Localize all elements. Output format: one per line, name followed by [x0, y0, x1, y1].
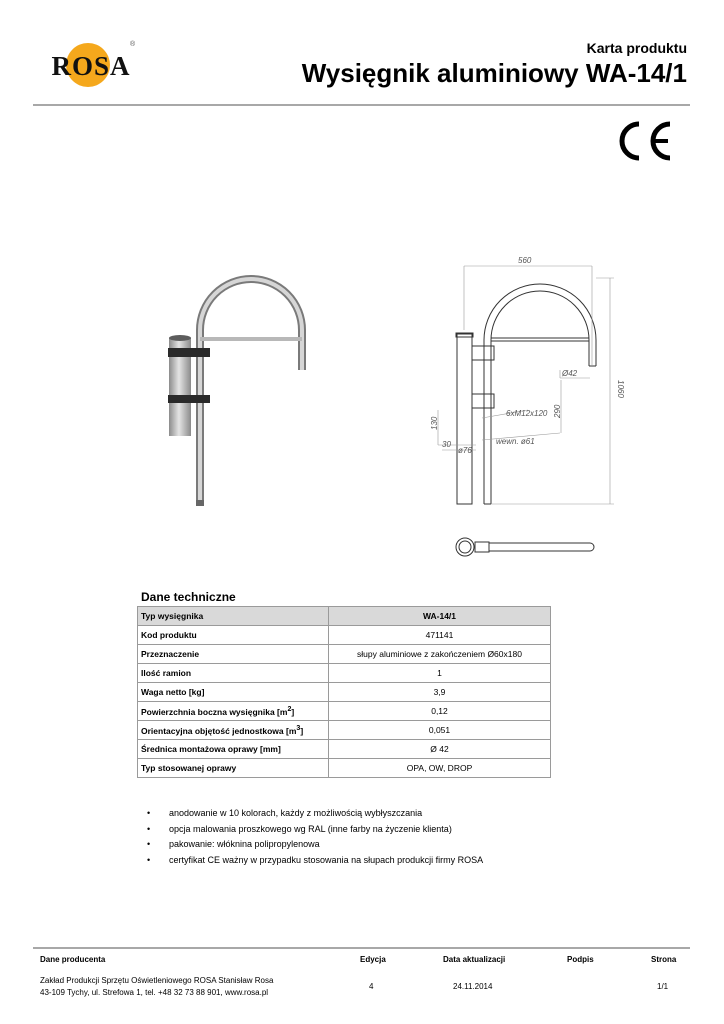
page-label: Strona [651, 955, 677, 964]
tech-data-heading: Dane techniczne [141, 590, 236, 604]
signature-label: Podpis [567, 955, 594, 964]
dim-inner-diameter-label: wewn. ø61 [496, 437, 535, 446]
note-text: certyfikat CE ważny w przypadku stosowania na słupach produkcji firmy ROSA [169, 854, 484, 865]
list-item [141, 806, 483, 822]
table-row [138, 607, 551, 626]
updated-value: 24.11.2014 [453, 982, 493, 991]
spec-value: Ø 42 [329, 740, 551, 759]
dim-bolts-label: 6xM12x120 [506, 409, 548, 418]
spec-label: Waga netto [kg] [138, 683, 329, 702]
table-row [138, 740, 551, 759]
producer-label: Dane producenta [40, 955, 106, 964]
logo-text: ROSA [51, 51, 131, 81]
table-row [138, 702, 551, 721]
table-row [138, 721, 551, 740]
table-row [138, 759, 551, 778]
spec-value: OPA, OW, DROP [329, 759, 551, 778]
spec-label-sup: 3 [296, 724, 301, 733]
dim-height-label: 1060 [616, 380, 625, 398]
bullet-icon: • [147, 854, 151, 865]
spec-label-tail: ] [300, 725, 304, 736]
note-text: pakowanie: włóknina polipropylenowa [169, 839, 320, 849]
dim-offset-label: 30 [442, 440, 451, 449]
spec-value: 0,051 [329, 721, 551, 740]
note-text: opcja malowania proszkowego wg RAL (inne farby na życzenie klienta) [169, 823, 452, 834]
footer-divider [33, 947, 690, 949]
table-row [138, 664, 551, 683]
tech-data-table [137, 606, 551, 778]
page-title: Wysięgnik aluminiowy WA-14/1 [301, 58, 687, 88]
list-item [141, 837, 483, 853]
registered-mark: ® [130, 41, 136, 48]
updated-label: Data aktualizacji [443, 955, 506, 964]
spec-label: Średnica montażowa oprawy [mm] [138, 740, 329, 759]
ce-mark-icon [614, 118, 676, 164]
producer-line-1: Zakład Produkcji Sprzętu Oświetleniowego ROSA Stanisław Rosa [40, 976, 274, 985]
spec-value: 471141 [329, 626, 551, 645]
spec-label-tail: ] [291, 706, 295, 717]
document-type: Karta produktu [586, 40, 687, 56]
spec-label: Ilość ramion [138, 664, 329, 683]
spec-value: WA-14/1 [329, 607, 551, 626]
dim-width-label: 560 [518, 256, 532, 265]
header-divider [33, 104, 690, 106]
spec-label: Kod produktu [138, 626, 329, 645]
bullet-icon: • [147, 823, 151, 834]
rosa-logo [44, 43, 138, 91]
notes-list [141, 806, 483, 868]
dim-vertical-label: 290 [553, 404, 562, 418]
spec-label-text: Orientacyjna objętość jednostkowa [m [141, 725, 297, 736]
table-row [138, 645, 551, 664]
spec-label-text: Powierzchnia boczna wysięgnika [m [141, 706, 288, 717]
list-item [141, 853, 483, 869]
technical-drawing [420, 250, 635, 570]
page-value: 1/1 [657, 982, 669, 991]
spec-label: Przeznaczenie [138, 645, 329, 664]
spec-label-sup: 2 [287, 705, 292, 714]
dim-outer-diameter-label: ø76 [458, 446, 472, 455]
dim-tip-diameter-label: Ø42 [562, 369, 578, 378]
spec-label [138, 702, 329, 721]
spec-value: 3,9 [329, 683, 551, 702]
spec-value: 1 [329, 664, 551, 683]
note-text: anodowanie w 10 kolorach, każdy z możliwością wybłyszczania [169, 808, 423, 818]
spec-label: Typ wysięgnika [138, 607, 329, 626]
edition-value: 4 [369, 982, 374, 991]
dim-small-label: 130 [430, 416, 439, 430]
spec-value: słupy aluminiowe z zakończeniem Ø60x180 [329, 645, 551, 664]
spec-value: 0,12 [329, 702, 551, 721]
table-row [138, 683, 551, 702]
spec-label [138, 721, 329, 740]
producer-line-2: 43-109 Tychy, ul. Strefowa 1, tel. +48 32 73 88 901, www.rosa.pl [40, 988, 269, 997]
edition-label: Edycja [360, 955, 386, 964]
table-row [138, 626, 551, 645]
spec-label: Typ stosowanej oprawy [138, 759, 329, 778]
list-item [141, 822, 483, 838]
bullet-icon: • [147, 808, 151, 818]
product-photo [160, 260, 320, 520]
bullet-icon: • [147, 839, 151, 849]
